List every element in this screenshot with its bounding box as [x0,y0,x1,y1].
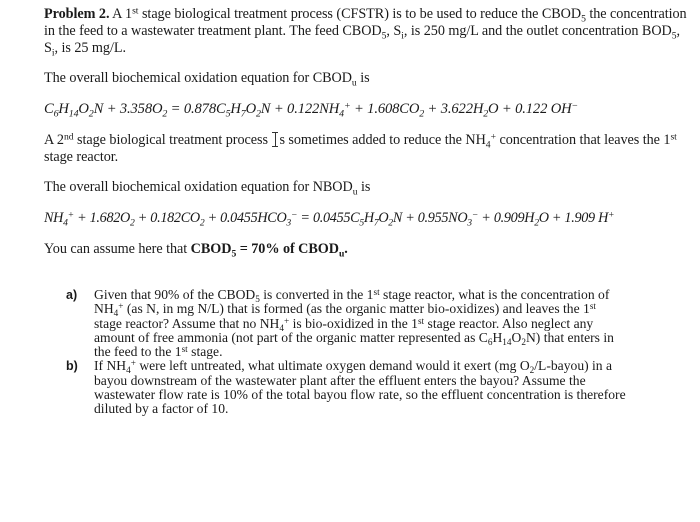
text-cursor-icon [272,132,278,147]
question-b [44,359,689,416]
nbod-oxidation-equation: $NH_4^+ + 1.682O_2 + 0.182CO_2 + 0.0455HCO_3^- = 0.0455C_5H_7O_2N + 0.955NO_3^- + 0.909H_2O + 1.909$ H+ [44,209,615,229]
question-text: If $NH_4^+$ were left untreated, what ultimate oxygen demand would it exert (mg $O_2/L-bayou$) in a bayou downstream of the wastewater plant after the effluent enters the bayou? Assume the wastewater flow rate is 10% of the total bayou flow rate, so the effluent concentration is therefore diluted by a factor of 10. [94,358,626,417]
nbod-equation-intro: The overall biochemical oxidation equation for $NBOD_u$ is [44,179,371,198]
question-a [44,288,689,359]
problem-statement: Problem 2. A 1st stage biological treatment process (CFSTR) is to be used to reduce the $CBOD_5$ the concentration in the feed to a wastewater treatment plant. The feed $CBOD_5$, $S_i$, is 250 mg/L and the outlet concentration $BOD_5$, $S_i$, is 25 mg/L. [44,5,687,59]
question-label: b) [66,359,78,374]
question-list [44,288,689,417]
question-label: a) [66,288,78,302]
cbod-equation-intro: The overall biochemical oxidation equation for $CBOD_u$ is [44,70,370,89]
question-text: Given that 90% of the $CBOD_5$ is converted in the 1st stage reactor, what is the concentration of $NH_4^+$ (as N, in mg N/L) that is formed (as the organic matter bio-oxidizes) and leaves the 1st stage reactor? Assume that no $NH_4^+$ is bio-oxidized in the 1st stage reactor. Also neglect any amount of free ammonia (not part of the organic matter represented as $C_6H_{14}O_2N$) that enters in the feed to the 1st stage. [94,286,614,360]
problem-heading: Problem 2. [44,6,110,22]
assumption-statement: You can assume here that $CBOD_5 = 70\%$ of $CBOD_u$. [44,241,348,260]
second-stage-paragraph: A 2nd stage biological treatment process s sometimes added to reduce the $NH_4^+$ concentration that leaves the 1st stage reactor. [44,131,677,165]
problem-document [44,0,689,522]
cbod-oxidation-equation: $C_6H_{14}O_2N + 3.358O_2 = 0.878C_5H_7O_2N + 0.122NH_4^+ + 1.608CO_2 + 3.622H_2O + 0.122$ OH− [44,100,579,120]
